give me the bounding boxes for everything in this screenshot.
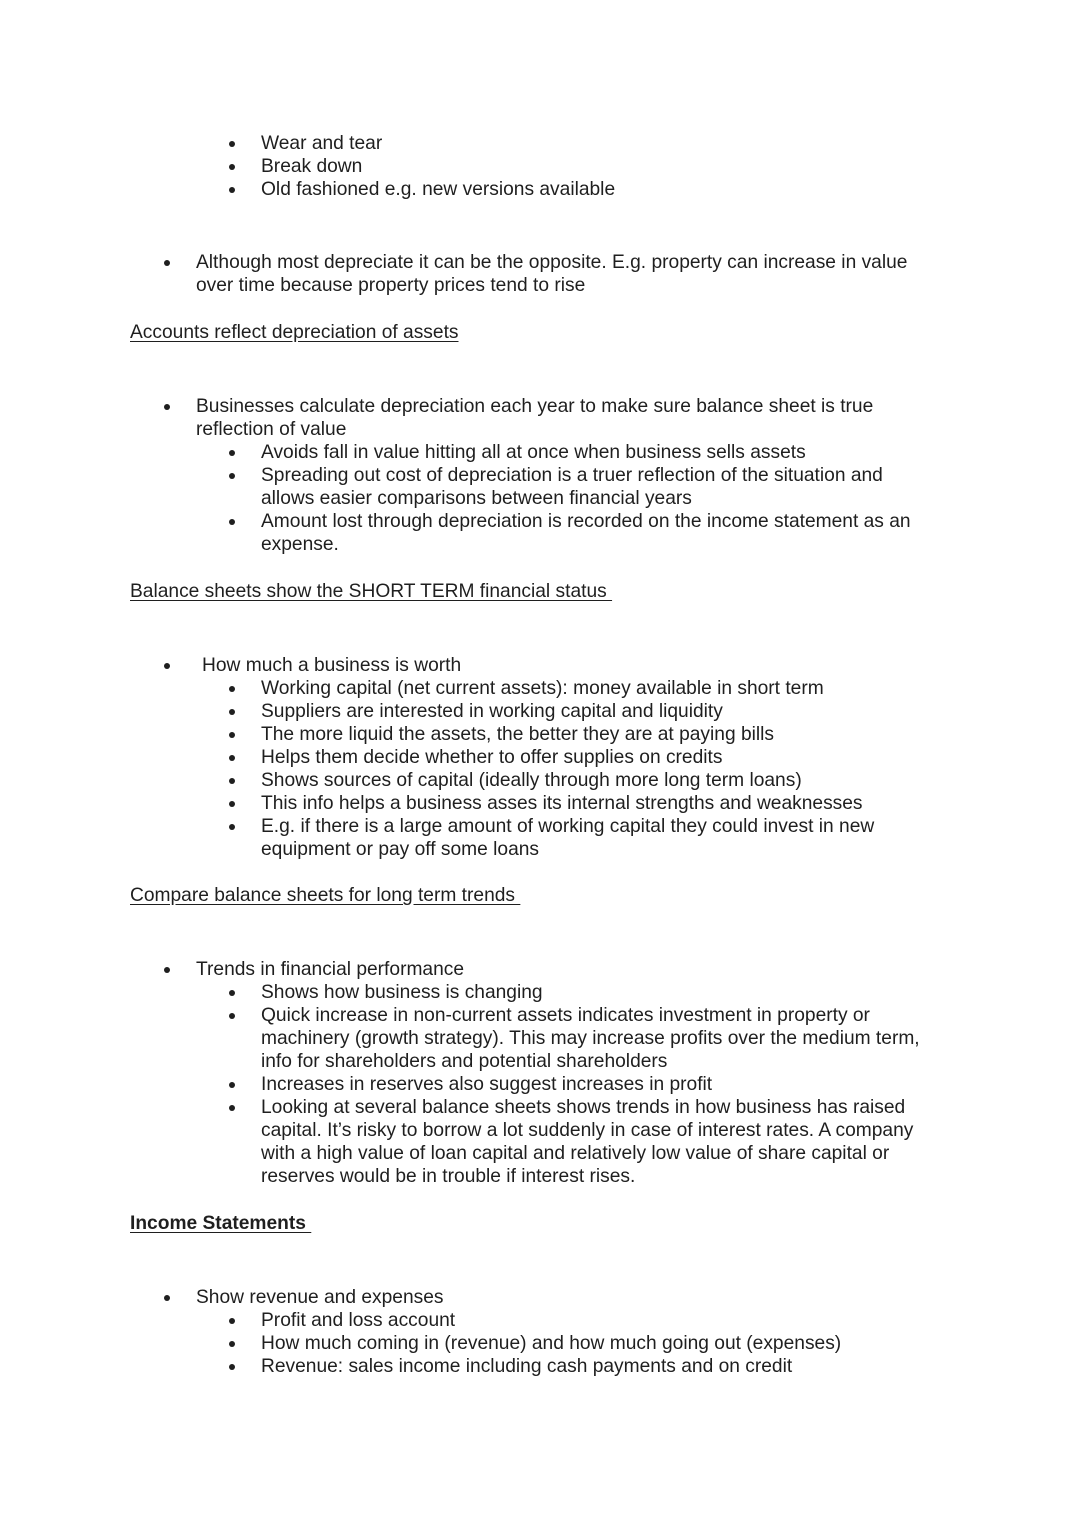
list-item-line: Trends in financial performance <box>196 959 465 980</box>
sub-item-line: Shows sources of capital (ideally through more long term loans) <box>261 770 802 791</box>
list-item: Wear and tear <box>261 133 383 154</box>
bullet <box>229 450 235 456</box>
sub-item-line: reserves would be in trouble if interest rises. <box>261 1166 636 1187</box>
list-item-line: Businesses calculate depreciation each year to make sure balance sheet is true <box>196 396 874 417</box>
sub-item-line: Working capital (net current assets): money available in short term <box>261 678 824 699</box>
sub-item-line: Helps them decide whether to offer supplies on credits <box>261 747 723 768</box>
sub-item-line: Avoids fall in value hitting all at once when business sells assets <box>261 442 806 463</box>
bullet <box>229 732 235 738</box>
bullet <box>164 260 170 266</box>
bullet <box>164 404 170 410</box>
bullet <box>164 1295 170 1301</box>
bullet <box>229 1013 235 1019</box>
sub-item-line: equipment or pay off some loans <box>261 839 540 860</box>
section-heading: Compare balance sheets for long term trends <box>130 885 521 906</box>
sub-item-line: expense. <box>261 534 339 555</box>
sub-item-line: Shows how business is changing <box>261 982 543 1003</box>
bullet <box>164 663 170 669</box>
sub-item-line: Looking at several balance sheets shows trends in how business has raised <box>261 1097 906 1118</box>
bullet <box>229 1318 235 1324</box>
sub-item-line: info for shareholders and potential shareholders <box>261 1051 668 1072</box>
sub-item-line: with a high value of loan capital and relatively low value of share capital or <box>261 1143 890 1164</box>
list-item-line: reflection of value <box>196 419 347 440</box>
bullet <box>229 473 235 479</box>
list-item-line: Although most depreciate it can be the opposite. E.g. property can increase in value <box>196 252 908 273</box>
sub-item-line: capital. It’s risky to borrow a lot suddenly in case of interest rates. A company <box>261 1120 914 1141</box>
sub-item-line: Revenue: sales income including cash payments and on credit <box>261 1356 793 1377</box>
sub-item-line: Increases in reserves also suggest increases in profit <box>261 1074 713 1095</box>
list-item: Old fashioned e.g. new versions available <box>261 179 616 200</box>
bullet <box>229 709 235 715</box>
sub-item-line: The more liquid the assets, the better they are at paying bills <box>261 724 775 745</box>
bullet <box>229 1364 235 1370</box>
sub-item-line: E.g. if there is a large amount of working capital they could invest in new <box>261 816 875 837</box>
list-item: Break down <box>261 156 363 177</box>
sub-item-line: Quick increase in non-current assets indicates investment in property or <box>261 1005 870 1026</box>
list-item-line: Show revenue and expenses <box>196 1287 444 1308</box>
bullet <box>229 801 235 807</box>
sub-item-line: Amount lost through depreciation is recorded on the income statement as an <box>261 511 911 532</box>
section-heading: Balance sheets show the SHORT TERM financial status <box>130 581 613 602</box>
bullet <box>229 1341 235 1347</box>
sub-item-line: How much coming in (revenue) and how much going out (expenses) <box>261 1333 842 1354</box>
sub-item-line: Spreading out cost of depreciation is a truer reflection of the situation and <box>261 465 883 486</box>
section-heading: Accounts reflect depreciation of assets <box>130 322 459 343</box>
bullet <box>229 187 235 193</box>
bullet <box>229 686 235 692</box>
sub-item-line: This info helps a business asses its internal strengths and weaknesses <box>261 793 863 814</box>
list-item-line: How much a business is worth <box>202 655 462 676</box>
bullet <box>229 164 235 170</box>
bullet <box>229 519 235 525</box>
bullet <box>229 755 235 761</box>
list-item-line: over time because property prices tend to rise <box>196 275 586 296</box>
sub-item-line: machinery (growth strategy). This may increase profits over the medium term, <box>261 1028 920 1049</box>
bullet <box>229 824 235 830</box>
bullet <box>229 1105 235 1111</box>
sub-item-line: allows easier comparisons between financial years <box>261 488 692 509</box>
bullet <box>229 1082 235 1088</box>
bullet <box>229 141 235 147</box>
sub-item-line: Profit and loss account <box>261 1310 456 1331</box>
bullet <box>164 967 170 973</box>
bullet <box>229 990 235 996</box>
bullet <box>229 778 235 784</box>
sub-item-line: Suppliers are interested in working capital and liquidity <box>261 701 723 722</box>
section-heading: Income Statements <box>130 1213 312 1234</box>
